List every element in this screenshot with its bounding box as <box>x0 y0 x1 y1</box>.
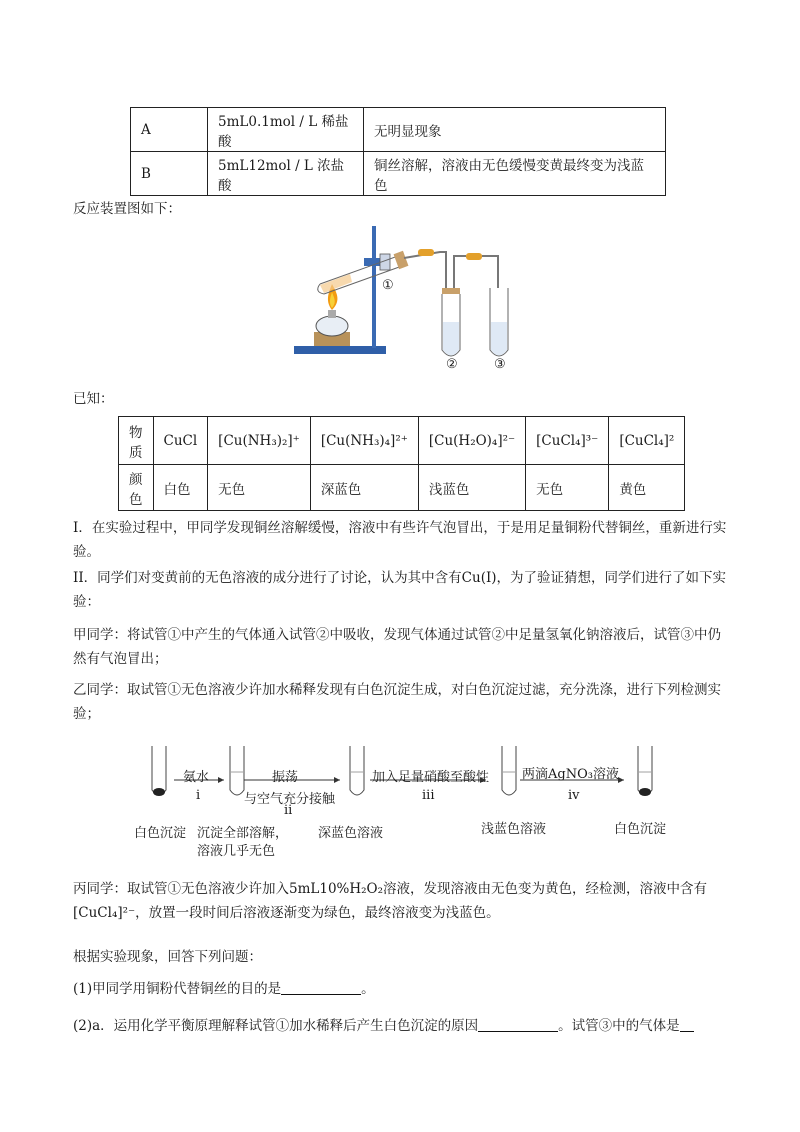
step-iii-number: iii <box>422 788 435 803</box>
substance-cell: [Cu(NH₃)₂]⁺ <box>208 417 311 465</box>
question-1-text: (1)甲同学用铜粉代替铜丝的目的是 <box>73 981 282 997</box>
question-1-end: 。 <box>361 981 375 997</box>
paragraph-5: 丙同学：取试管①无色溶液少许加入5mL10%H₂O₂溶液，发现溶液由无色变为黄色，经检测，溶液中含有[CuCl₄]²⁻，放置一段时间后溶液逐渐变为绿色，最终溶液变为浅蓝色。 <box>73 881 708 921</box>
table-row <box>131 152 666 196</box>
step-iii-reagent: 加入足量硝酸至酸性 <box>372 770 490 785</box>
substance-cell: CuCl <box>153 417 208 465</box>
header-label: 物质 <box>119 417 154 465</box>
color-cell: 黄色 <box>609 465 685 511</box>
alcohol-lamp <box>316 316 348 336</box>
step-i-reagent: 氨水 <box>183 770 210 785</box>
step-ii-reagent: 振荡 <box>272 770 299 785</box>
substance-cell: [Cu(H₂O)₄]²⁻ <box>418 417 525 465</box>
table-row <box>119 465 685 511</box>
tube-light-blue <box>502 746 516 795</box>
row-label: B <box>131 152 208 196</box>
color-cell: 深蓝色 <box>310 465 418 511</box>
paragraph-6: 根据实验现象，回答下列问题： <box>73 949 262 965</box>
tube-colorless <box>230 746 244 795</box>
paragraph-1: I．在实验过程中，甲同学发现铜丝溶解缓慢，溶液中有些许气泡冒出，于是用足量铜粉代替铜丝，重新进行实验。 <box>73 520 727 560</box>
row-label: A <box>131 108 208 152</box>
answer-blank[interactable] <box>281 980 361 995</box>
question-2 <box>73 1014 753 1038</box>
question-2-mid: 。试管③中的气体是 <box>558 1018 680 1034</box>
paragraph-3: 甲同学：将试管①中产生的气体通入试管②中吸收，发现气体通过试管②中足量氢氧化钠溶液后，试管③中仍然有气泡冒出； <box>73 627 721 667</box>
stand-pole <box>372 226 376 348</box>
test-tube-3 <box>490 288 508 356</box>
color-cell: 无色 <box>208 465 311 511</box>
question-2-text: (2)a．运用化学平衡原理解释试管①加水稀释后产生白色沉淀的原因 <box>73 1018 479 1034</box>
state-label: 白色沉淀 <box>614 822 667 837</box>
state-label: 浅蓝色溶液 <box>481 822 547 837</box>
step-ii-number: ii <box>284 803 293 818</box>
step-iv-number: iv <box>568 788 580 803</box>
step-i-number: i <box>196 788 201 803</box>
state-label: 深蓝色溶液 <box>318 826 384 841</box>
answer-blank[interactable] <box>478 1017 558 1032</box>
color-cell: 无色 <box>526 465 609 511</box>
tube-deep-blue <box>350 746 364 795</box>
phenomenon-cell: 无明显现象 <box>364 108 666 152</box>
substance-cell: [Cu(NH₃)₄]²⁺ <box>310 417 418 465</box>
color-cell: 浅蓝色 <box>418 465 525 511</box>
tube-white-precipitate <box>152 746 166 796</box>
answer-blank[interactable] <box>680 1017 694 1032</box>
reaction-table <box>130 107 666 196</box>
delivery-tube <box>404 252 446 342</box>
step-ii-reagent-2: 与空气充分接触 <box>244 792 336 807</box>
state-label-line2: 溶液几乎无色 <box>197 844 276 859</box>
substance-cell: [CuCl₄]² <box>609 417 685 465</box>
question-1 <box>73 977 733 1001</box>
substance-color-table <box>118 416 685 511</box>
phenomenon-cell: 铜丝溶解，溶液由无色缓慢变黄最终变为浅蓝色 <box>364 152 666 196</box>
test-tube-2 <box>442 288 460 356</box>
reagent-cell: 5mL12mol / L 浓盐酸 <box>208 152 364 196</box>
known-label: 已知： <box>73 391 114 407</box>
color-cell: 白色 <box>153 465 208 511</box>
table-row <box>131 108 666 152</box>
tube-1-label: ① <box>382 278 394 293</box>
reagent-cell: 5mL0.1mol / L 稀盐酸 <box>208 108 364 152</box>
tube-3-label: ③ <box>494 357 506 372</box>
apparatus-diagram <box>290 222 520 374</box>
state-label: 沉淀全部溶解， <box>197 826 289 841</box>
substance-cell: [CuCl₄]³⁻ <box>526 417 609 465</box>
step-iv-reagent: 两滴AgNO₃溶液 <box>522 767 619 782</box>
apparatus-caption: 反应装置图如下： <box>73 201 181 217</box>
paragraph-2: II．同学们对变黄前的无色溶液的成分进行了讨论，认为其中含有Cu(I)，为了验证猜想，同学们进行了如下实验： <box>73 570 727 610</box>
tube-final-precipitate <box>638 746 652 796</box>
paragraph-4: 乙同学：取试管①无色溶液少许加水稀释发现有白色沉淀生成，对白色沉淀过滤，充分洗涤，进行下列检测实验； <box>73 682 721 722</box>
state-label: 白色沉淀 <box>134 826 187 841</box>
tube-2-label: ② <box>446 357 458 372</box>
color-label: 颜色 <box>119 465 154 511</box>
table-row <box>119 417 685 465</box>
